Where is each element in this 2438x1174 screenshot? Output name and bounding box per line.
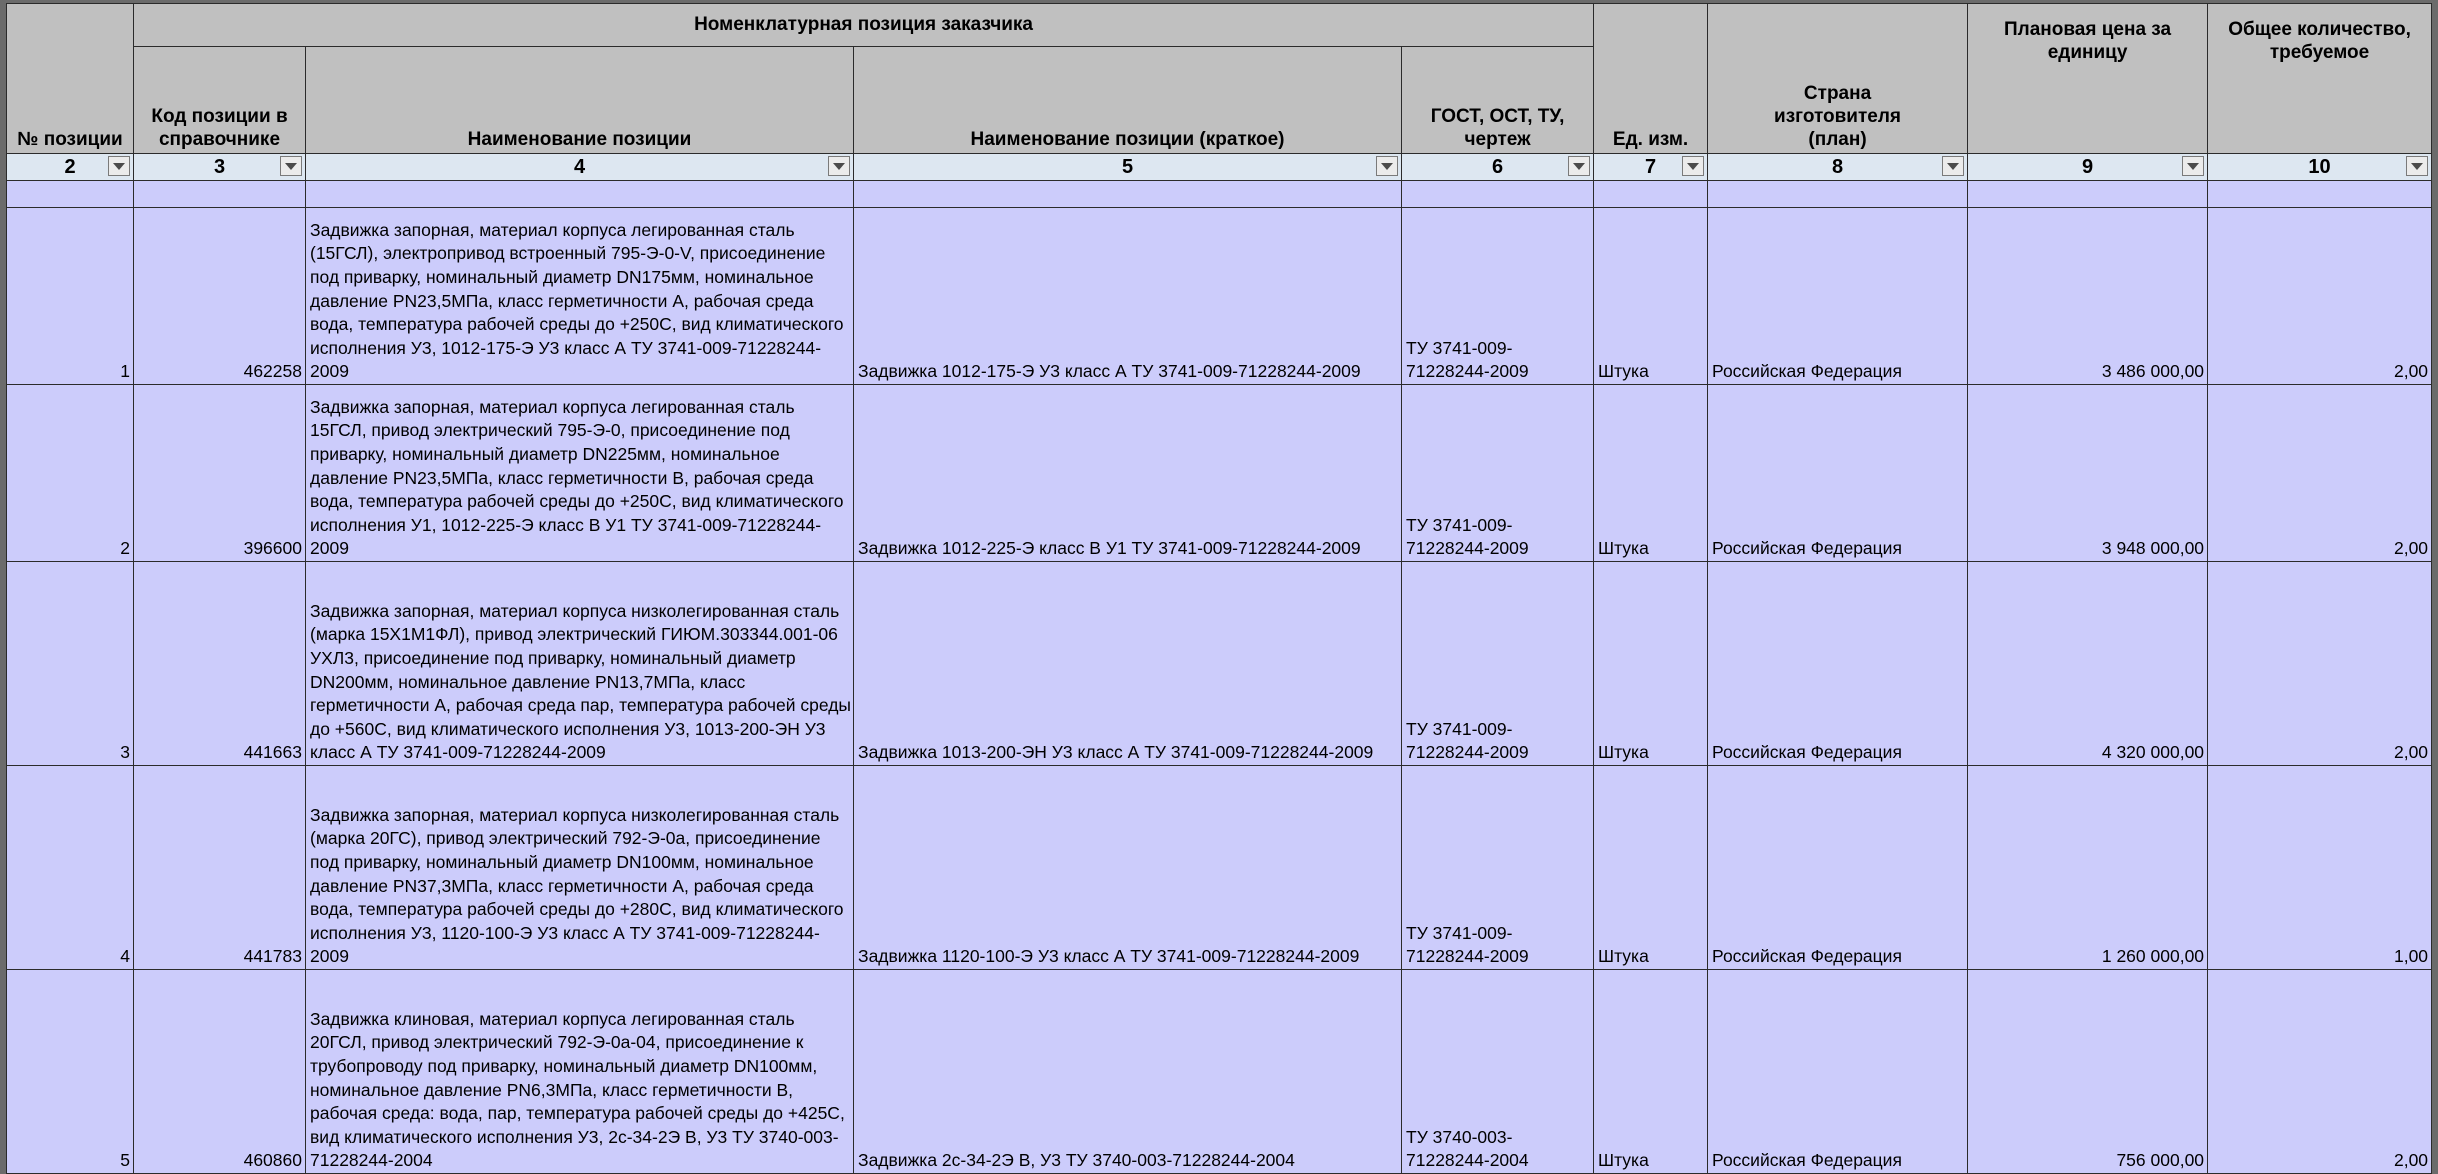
filter-dropdown-icon[interactable] (2406, 156, 2428, 176)
cell-qty[interactable]: 1,00 (2208, 766, 2432, 970)
table-row (7, 562, 2432, 766)
cell[interactable] (854, 181, 1402, 208)
cell-gost[interactable]: ТУ 3741-009-71228244-2009 (1402, 562, 1594, 766)
cell-position-no[interactable]: 1 (7, 208, 134, 385)
cell-short-name[interactable]: Задвижка 2с-34-2Э В, У3 ТУ 3740-003-71228244-2004 (854, 970, 1402, 1174)
filter-cell-short-name (854, 154, 1402, 181)
cell-qty[interactable]: 2,00 (2208, 562, 2432, 766)
cell-name[interactable]: Задвижка запорная, материал корпуса легированная сталь 15ГСЛ, привод электрический 795-Э-0, присоединение под приварку, номинальный диаметр DN225мм, номинальное давление PN23,5МПа, класс герметичности В, рабочая среда вода, температура рабочей среды до +250С, вид климатического исполнения У1, 1012-225-Э класс В У1 ТУ 3741-009-71228244-2009 (306, 385, 854, 562)
filter-dropdown-icon[interactable] (2182, 156, 2204, 176)
table-row (7, 385, 2432, 562)
cell[interactable] (134, 181, 306, 208)
table-row (7, 208, 2432, 385)
cell[interactable] (1968, 181, 2208, 208)
table-row (7, 970, 2432, 1174)
header-group-customer-item[interactable]: Номенклатурная позиция заказчика (134, 4, 1594, 47)
spreadsheet-sheet (6, 3, 2431, 1171)
column-number: 4 (573, 156, 586, 178)
filter-dropdown-icon[interactable] (828, 156, 850, 176)
cell-gost[interactable]: ТУ 3741-009-71228244-2009 (1402, 208, 1594, 385)
cell-name[interactable]: Задвижка клиновая, материал корпуса легированная сталь 20ГСЛ, привод электрический 792-Э-0а-04, присоединение к трубопроводу под приварку, номинальный диаметр DN100мм, номинальное давление PN6,3МПа, класс герметичности В, рабочая среда: вода, пар, температура рабочей среды до +425С, вид климатического исполнения У3, 2с-34-2Э В, У3 ТУ 3740-003-71228244-2004 (306, 970, 854, 1174)
cell[interactable] (1402, 181, 1594, 208)
header-qty[interactable]: Общее количество, требуемое (2208, 4, 2432, 154)
cell-code[interactable]: 396600 (134, 385, 306, 562)
cell-short-name[interactable]: Задвижка 1012-175-Э У3 класс А ТУ 3741-009-71228244-2009 (854, 208, 1402, 385)
column-number: 6 (1491, 156, 1504, 178)
header-short-name[interactable]: Наименование позиции (краткое) (854, 47, 1402, 154)
cell-position-no[interactable]: 5 (7, 970, 134, 1174)
cell-price[interactable]: 756 000,00 (1968, 970, 2208, 1174)
filter-dropdown-icon[interactable] (108, 156, 130, 176)
cell-unit[interactable]: Штука (1594, 562, 1708, 766)
cell-unit[interactable]: Штука (1594, 766, 1708, 970)
filter-dropdown-icon[interactable] (1682, 156, 1704, 176)
header-gost[interactable]: ГОСТ, ОСТ, ТУ, чертеж (1402, 47, 1594, 154)
header-country[interactable]: Страна изготовителя (план) (1708, 4, 1968, 154)
cell-name[interactable]: Задвижка запорная, материал корпуса низколегированная сталь (марка 20ГС), привод электрический 792-Э-0а, присоединение под приварку, номинальный диаметр DN100мм, номинальное давление PN37,3МПа, класс герметичности А, рабочая среда вода, температура рабочей среды до +280С, вид климатического исполнения У3, 1120-100-Э У3 класс А ТУ 3741-009-71228244-2009 (306, 766, 854, 970)
cell-position-no[interactable]: 3 (7, 562, 134, 766)
cell-name[interactable]: Задвижка запорная, материал корпуса легированная сталь (15ГСЛ), электропривод встроенный 795-Э-0-V, присоединение под приварку, номинальный диаметр DN175мм, номинальное давление PN23,5МПа, класс герметичности А, рабочая среда вода, температура рабочей среды до +250С, вид климатического исполнения У3, 1012-175-Э У3 класс А ТУ 3741-009-71228244-2009 (306, 208, 854, 385)
cell-country[interactable]: Российская Федерация (1708, 385, 1968, 562)
filter-cell-qty (2208, 154, 2432, 181)
cell-name[interactable]: Задвижка запорная, материал корпуса низколегированная сталь (марка 15Х1М1ФЛ), привод электрический ГИЮМ.303344.001-06 УХЛ3, присоединение под приварку, номинальный диаметр DN200мм, номинальное давление PN13,7МПа, класс герметичности А, рабочая среда пар, температура рабочей среды до +560С, вид климатического исполнения У3, 1013-200-ЭН У3 класс А ТУ 3741-009-71228244-2009 (306, 562, 854, 766)
cell-gost[interactable]: ТУ 3740-003-71228244-2004 (1402, 970, 1594, 1174)
cell-country[interactable]: Российская Федерация (1708, 208, 1968, 385)
header-price[interactable]: Плановая цена за единицу (1968, 4, 2208, 154)
cell-gost[interactable]: ТУ 3741-009-71228244-2009 (1402, 385, 1594, 562)
cell-code[interactable]: 460860 (134, 970, 306, 1174)
cell-price[interactable]: 3 486 000,00 (1968, 208, 2208, 385)
column-number: 8 (1831, 156, 1844, 178)
filter-cell-position-no (7, 154, 134, 181)
cell-country[interactable]: Российская Федерация (1708, 562, 1968, 766)
cell-unit[interactable]: Штука (1594, 385, 1708, 562)
header-name[interactable]: Наименование позиции (306, 47, 854, 154)
filter-cell-code (134, 154, 306, 181)
cell[interactable] (2208, 181, 2432, 208)
cell-position-no[interactable]: 2 (7, 385, 134, 562)
column-number: 3 (213, 156, 226, 178)
filter-cell-unit (1594, 154, 1708, 181)
cell-short-name[interactable]: Задвижка 1120-100-Э У3 класс А ТУ 3741-009-71228244-2009 (854, 766, 1402, 970)
cell-position-no[interactable]: 4 (7, 766, 134, 970)
cell-short-name[interactable]: Задвижка 1013-200-ЭН У3 класс А ТУ 3741-009-71228244-2009 (854, 562, 1402, 766)
cell-qty[interactable]: 2,00 (2208, 208, 2432, 385)
cell-code[interactable]: 441783 (134, 766, 306, 970)
cell-price[interactable]: 4 320 000,00 (1968, 562, 2208, 766)
filter-dropdown-icon[interactable] (1568, 156, 1590, 176)
filter-cell-price (1968, 154, 2208, 181)
filter-dropdown-icon[interactable] (1942, 156, 1964, 176)
cell-country[interactable]: Российская Федерация (1708, 766, 1968, 970)
cell[interactable] (306, 181, 854, 208)
header-position-no[interactable]: № позиции (7, 4, 134, 154)
cell-country[interactable]: Российская Федерация (1708, 970, 1968, 1174)
header-code[interactable]: Код позиции в справочнике (134, 47, 306, 154)
cell-gost[interactable]: ТУ 3741-009-71228244-2009 (1402, 766, 1594, 970)
column-number: 2 (64, 156, 76, 178)
cell[interactable] (1594, 181, 1708, 208)
cell[interactable] (1708, 181, 1968, 208)
blank-row (7, 181, 2432, 208)
column-number: 9 (2081, 156, 2094, 178)
cell-qty[interactable]: 2,00 (2208, 970, 2432, 1174)
cell-unit[interactable]: Штука (1594, 970, 1708, 1174)
cell-code[interactable]: 462258 (134, 208, 306, 385)
cell-code[interactable]: 441663 (134, 562, 306, 766)
filter-cell-name (306, 154, 854, 181)
cell-price[interactable]: 1 260 000,00 (1968, 766, 2208, 970)
filter-dropdown-icon[interactable] (280, 156, 302, 176)
filter-cell-gost (1402, 154, 1594, 181)
cell-short-name[interactable]: Задвижка 1012-225-Э класс В У1 ТУ 3741-009-71228244-2009 (854, 385, 1402, 562)
column-number: 10 (2308, 156, 2331, 178)
column-number: 5 (1121, 156, 1134, 178)
cell-price[interactable]: 3 948 000,00 (1968, 385, 2208, 562)
filter-cell-country (1708, 154, 1968, 181)
column-number: 7 (1644, 156, 1657, 178)
cell-qty[interactable]: 2,00 (2208, 385, 2432, 562)
filter-dropdown-icon[interactable] (1376, 156, 1398, 176)
header-unit[interactable]: Ед. изм. (1594, 4, 1708, 154)
cell-unit[interactable]: Штука (1594, 208, 1708, 385)
table-row (7, 766, 2432, 970)
cell[interactable] (7, 181, 134, 208)
nomenclature-table (6, 3, 2432, 1174)
